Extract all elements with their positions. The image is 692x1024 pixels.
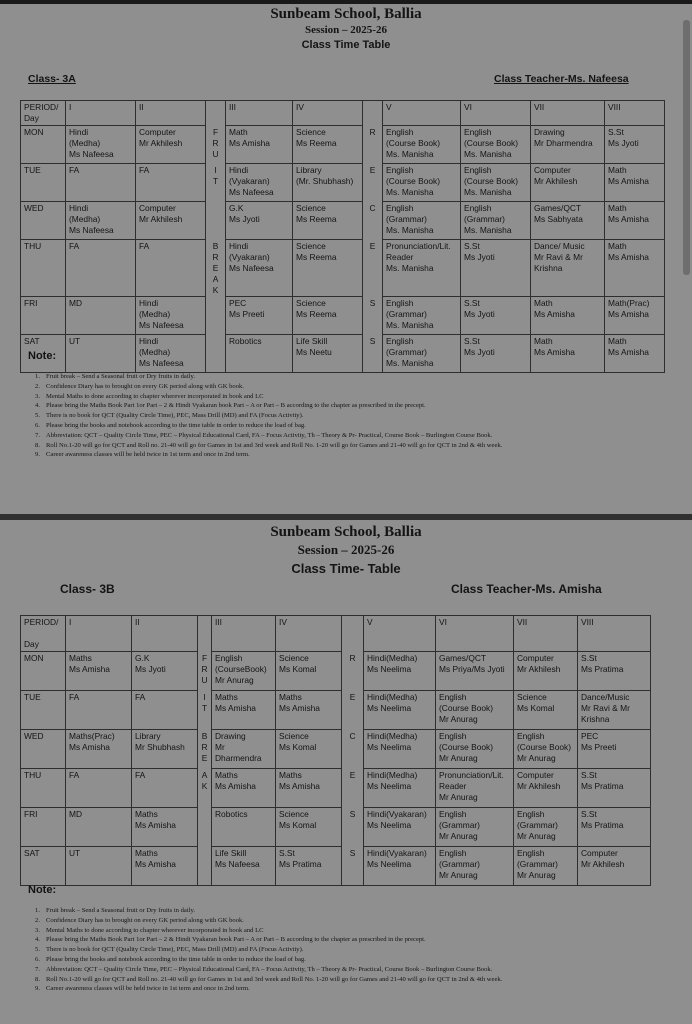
period-cell: Hindi (Medha) Ms Nafeesa <box>66 126 136 164</box>
note-text: Confidence Diary has to brought on every GK period along with GK book. <box>46 916 244 924</box>
note-text: Roll No.1-20 will go for QCT and Roll no. 21-40 will go for Games in 1st and 3rd week and Roll No. 1-20 will go for Games and 21-40 will go for QCT in 2nd & 4th week. <box>46 441 503 449</box>
period-cell: Hindi(Medha) Ms Neelima <box>364 691 436 730</box>
period-cell: S.St Ms Pratima <box>578 769 651 808</box>
recess-letters: E <box>342 769 364 808</box>
note-text: Please bring the books and notebook according to the time table in order to reduce the load of bag. <box>46 955 306 963</box>
period-cell: Maths Ms Amisha <box>276 691 342 730</box>
column-header: II <box>136 101 206 126</box>
column-header: PERIOD/ Day <box>21 101 66 126</box>
period-cell: UT <box>66 335 136 373</box>
period-cell: Computer Mr Akhilesh <box>136 202 206 240</box>
column-header: IV <box>276 616 342 652</box>
period-cell: English (Grammar) Ms. Manisha <box>461 202 531 240</box>
period-cell: FA <box>66 240 136 297</box>
period-cell: Life Skill Ms Neetu <box>293 335 363 373</box>
period-cell: English (Course Book) Ms. Manisha <box>383 164 461 202</box>
table-row <box>21 847 651 886</box>
note-number: 2. <box>35 916 40 924</box>
period-cell: Math Ms Amisha <box>605 202 665 240</box>
note-item <box>30 975 640 985</box>
header-row <box>21 616 651 652</box>
period-cell: Drawing Mr Dharmendra <box>212 730 276 769</box>
period-cell: Science Ms Komal <box>276 730 342 769</box>
timetable-sheet-3b <box>0 520 692 1024</box>
period-cell: FA <box>132 691 198 730</box>
column-header: III <box>212 616 276 652</box>
period-cell: Science Ms Reema <box>293 126 363 164</box>
break-column-gap <box>342 616 364 652</box>
period-cell: Robotics <box>226 335 293 373</box>
period-cell: PEC Ms Preeti <box>578 730 651 769</box>
note-number: 1. <box>35 907 40 914</box>
period-cell: English (Grammar) Ms. Manisha <box>383 335 461 373</box>
period-cell: Robotics <box>212 808 276 847</box>
note-number: 2. <box>35 382 40 390</box>
note-number: 9. <box>35 451 40 459</box>
period-cell: Computer Mr Akhilesh <box>514 652 578 691</box>
fruit-break-letters: A K <box>198 769 212 808</box>
note-text: Please bring the Maths Book Part 1or Part – 2 & Hindi Vyakaran book Part – A or Part – B according to the chapter as prescribed in the precept. <box>46 936 426 944</box>
note-text: Abbreviation: QCT – Quality Circle Time, PEC – Physical Educational Card, FA – Focus Activity, Th – Theory & Pr- Practical, Course Book – Burlington Course Book. <box>46 965 493 973</box>
fruit-break-letters <box>198 847 212 886</box>
period-cell: Pronunciation/Lit. Reader Ms. Manisha <box>383 240 461 297</box>
period-cell: English (Course Book) Mr Anurag <box>514 730 578 769</box>
period-cell: Hindi(Vyakaran) Ms Neelima <box>364 847 436 886</box>
note-number: 3. <box>35 926 40 934</box>
note-number: 3. <box>35 392 40 400</box>
note-number: 4. <box>35 402 40 410</box>
note-number: 6. <box>35 421 40 429</box>
day-cell: SAT <box>21 335 66 373</box>
period-cell: Math Ms Amisha <box>226 126 293 164</box>
table-row <box>21 126 665 164</box>
period-cell: Math Ms Amisha <box>605 240 665 297</box>
period-cell: S.St Ms Jyoti <box>605 126 665 164</box>
column-header: VI <box>461 101 531 126</box>
period-cell: Computer Mr Akhilesh <box>514 769 578 808</box>
period-cell: Computer Mr Akhilesh <box>578 847 651 886</box>
note-item <box>30 965 640 975</box>
table-row <box>21 769 651 808</box>
recess-letters: R <box>342 652 364 691</box>
note-number: 1. <box>35 373 40 380</box>
note-text: Please bring the books and notebook according to the time table in order to reduce the load of bag. <box>46 421 306 429</box>
notes-list <box>30 372 640 460</box>
scrollbar-thumb[interactable] <box>683 20 690 275</box>
period-cell: Maths Ms Amisha <box>212 769 276 808</box>
note-text: Fruit break – Send a Seasonal fruit or Dry fruits in daily. <box>46 907 195 914</box>
period-cell: English (Grammar) Mr Anurag <box>514 808 578 847</box>
day-cell: WED <box>21 730 66 769</box>
note-item <box>30 421 640 431</box>
period-cell: Math(Prac) Ms Amisha <box>605 297 665 335</box>
period-cell: S.St Ms Pratima <box>276 847 342 886</box>
fruit-break-letters: F R U <box>206 126 226 164</box>
period-cell: English (Grammar) Mr Anurag <box>514 847 578 886</box>
timetable-sheet-3a <box>0 4 692 514</box>
period-cell: English (Grammar) Mr Anurag <box>436 808 514 847</box>
period-cell: Science Ms Reema <box>293 202 363 240</box>
period-cell: Computer Mr Akhilesh <box>136 126 206 164</box>
notes-list <box>30 906 640 994</box>
note-number: 8. <box>35 441 40 449</box>
note-number: 4. <box>35 936 40 944</box>
period-cell: FA <box>66 691 132 730</box>
period-cell: Hindi (Medha) Ms Nafeesa <box>66 202 136 240</box>
table-row <box>21 808 651 847</box>
note-item <box>30 401 640 411</box>
period-cell: Life Skill Ms Nafeesa <box>212 847 276 886</box>
period-cell: Pronunciation/Lit. Reader Mr Anurag <box>436 769 514 808</box>
school-name: Sunbeam School, Ballia <box>270 6 422 22</box>
period-cell: Math Ms Amisha <box>605 335 665 373</box>
class-teacher-label: Class Teacher-Ms. Nafeesa <box>494 73 629 85</box>
column-header: VI <box>436 616 514 652</box>
column-header: VII <box>514 616 578 652</box>
note-number: 7. <box>35 431 40 439</box>
day-cell: THU <box>21 769 66 808</box>
period-cell: English (Course Book) Ms. Manisha <box>461 126 531 164</box>
period-cell: Drawing Mr Dharmendra <box>531 126 605 164</box>
table-row <box>21 691 651 730</box>
recess-letters: R <box>363 126 383 164</box>
period-cell: MD <box>66 808 132 847</box>
recess-letters: S <box>342 847 364 886</box>
class-label: Class- 3A <box>28 73 76 85</box>
period-cell: S.St Ms Pratima <box>578 652 651 691</box>
note-title: Note: <box>28 350 57 362</box>
note-text: There is no book for QCT (Quality Circle Time), PEC, Mass Drill (MD) and FA (Focus Activity). <box>46 946 304 954</box>
period-cell: FA <box>66 769 132 808</box>
fruit-break-letters: B R E <box>198 730 212 769</box>
day-cell: FRI <box>21 808 66 847</box>
column-header: VIII <box>578 616 651 652</box>
note-number: 7. <box>35 965 40 973</box>
period-cell: Science Ms Komal <box>276 652 342 691</box>
fruit-break-letters <box>198 808 212 847</box>
recess-letters: E <box>363 240 383 297</box>
period-cell: Dance/Music Mr Ravi & Mr Krishna <box>578 691 651 730</box>
period-cell: PEC Ms Preeti <box>226 297 293 335</box>
recess-letters: E <box>363 164 383 202</box>
period-cell: G.K Ms Jyoti <box>132 652 198 691</box>
period-cell: English (Course Book) Ms. Manisha <box>383 126 461 164</box>
period-cell: Science Ms Reema <box>293 297 363 335</box>
table-row <box>21 164 665 202</box>
fruit-break-letters: F R U <box>198 652 212 691</box>
session-label: Session – 2025-26 <box>305 24 387 36</box>
table-row <box>21 202 665 240</box>
timetable-grid <box>20 100 665 373</box>
recess-letters: S <box>363 335 383 373</box>
note-item <box>30 392 640 402</box>
fruit-break-letters: I T <box>198 691 212 730</box>
column-header: VII <box>531 101 605 126</box>
note-text: Mental Maths to done according to chapter wherever incorporated in book and LC <box>46 392 264 400</box>
note-item <box>30 945 640 955</box>
period-cell: G.K Ms Jyoti <box>226 202 293 240</box>
period-cell: S.St Ms Jyoti <box>461 297 531 335</box>
column-header: PERIOD/ Day <box>21 616 66 652</box>
period-cell: Science Ms Reema <box>293 240 363 297</box>
column-header: V <box>383 101 461 126</box>
period-cell: Maths Ms Amisha <box>212 691 276 730</box>
note-item <box>30 441 640 451</box>
period-cell: English (CourseBook) Mr Anurag <box>212 652 276 691</box>
period-cell: English (Course Book) Ms. Manisha <box>461 164 531 202</box>
timetable-grid <box>20 615 651 886</box>
note-text: Fruit break – Send a Seasonal fruit or Dry fruits in daily. <box>46 373 195 380</box>
note-item <box>30 916 640 926</box>
period-cell: FA <box>136 240 206 297</box>
fruit-break-letters <box>206 297 226 335</box>
note-text: Mental Maths to done according to chapter wherever incorporated in book and LC <box>46 926 264 934</box>
day-cell: SAT <box>21 847 66 886</box>
day-cell: MON <box>21 126 66 164</box>
fruit-break-letters <box>206 335 226 373</box>
note-text: Roll No.1-20 will go for QCT and Roll no. 21-40 will go for Games in 1st and 3rd week and Roll No. 1-20 will go for Games and 21-40 will go for QCT in 2nd & 4th week. <box>46 975 503 983</box>
recess-letters: E <box>342 691 364 730</box>
note-text: Abbreviation: QCT – Quality Circle Time, PEC – Physical Educational Card, FA – Focus Activity, Th – Theory & Pr- Practical, Course Book – Burlington Course Book. <box>46 431 493 439</box>
recess-letters: S <box>342 808 364 847</box>
period-cell: FA <box>136 164 206 202</box>
period-cell: Hindi (Vyakaran) Ms Nafeesa <box>226 240 293 297</box>
column-header: I <box>66 616 132 652</box>
note-text: There is no book for QCT (Quality Circle Time), PEC, Mass Drill (MD) and FA (Focus Activity). <box>46 412 304 420</box>
fruit-break-letters: B R E A K <box>206 240 226 297</box>
note-number: 5. <box>35 412 40 420</box>
note-item <box>30 906 640 916</box>
column-header: III <box>226 101 293 126</box>
break-column-gap <box>198 616 212 652</box>
day-cell: MON <box>21 652 66 691</box>
break-column-gap <box>206 101 226 126</box>
column-header: IV <box>293 101 363 126</box>
period-cell: Math Ms Amisha <box>605 164 665 202</box>
period-cell: Games/QCT Ms Priya/Ms Jyoti <box>436 652 514 691</box>
note-number: 6. <box>35 955 40 963</box>
header-row <box>21 101 665 126</box>
period-cell: UT <box>66 847 132 886</box>
day-cell: FRI <box>21 297 66 335</box>
period-cell: English (Course Book) Mr Anurag <box>436 730 514 769</box>
period-cell: S.St Ms Jyoti <box>461 240 531 297</box>
recess-letters: S <box>363 297 383 335</box>
period-cell: Maths Ms Amisha <box>132 847 198 886</box>
class-label: Class- 3B <box>60 582 115 596</box>
period-cell: English (Grammar) Mr Anurag <box>436 847 514 886</box>
note-number: 8. <box>35 975 40 983</box>
class-teacher-label: Class Teacher-Ms. Amisha <box>451 582 602 596</box>
column-header: V <box>364 616 436 652</box>
period-cell: Math Ms Amisha <box>531 335 605 373</box>
note-title: Note: <box>28 884 57 896</box>
period-cell: Science Ms Komal <box>514 691 578 730</box>
school-name: Sunbeam School, Ballia <box>270 524 422 540</box>
note-text: Career awareness classes will be held twice in 1st term and once in 2nd term. <box>46 985 250 993</box>
period-cell: Science Ms Komal <box>276 808 342 847</box>
note-text: Please bring the Maths Book Part 1or Part – 2 & Hindi Vyakaran book Part – A or Part – B according to the chapter as prescribed in the precept. <box>46 402 426 410</box>
column-header: I <box>66 101 136 126</box>
period-cell: Math Ms Amisha <box>531 297 605 335</box>
period-cell: Computer Mr Akhilesh <box>531 164 605 202</box>
period-cell: Hindi(Vyakaran) Ms Neelima <box>364 808 436 847</box>
period-cell: Hindi(Medha) Ms Neelima <box>364 769 436 808</box>
period-cell: Maths(Prac) Ms Amisha <box>66 730 132 769</box>
note-text: Confidence Diary has to brought on every GK period along with GK book. <box>46 382 244 390</box>
column-header: VIII <box>605 101 665 126</box>
period-cell: Maths Ms Amisha <box>132 808 198 847</box>
period-cell: Library (Mr. Shubhash) <box>293 164 363 202</box>
period-cell: English (Grammar) Ms. Manisha <box>383 297 461 335</box>
note-text: Career awareness classes will be held twice in 1st term and once in 2nd term. <box>46 451 250 459</box>
timetable-title: Class Time- Table <box>291 561 401 576</box>
period-cell: Dance/ Music Mr Ravi & Mr Krishna <box>531 240 605 297</box>
period-cell: FA <box>66 164 136 202</box>
period-cell: Maths Ms Amisha <box>276 769 342 808</box>
recess-letters: C <box>342 730 364 769</box>
period-cell: English (Grammar) Ms. Manisha <box>383 202 461 240</box>
period-cell: Maths Ms Amisha <box>66 652 132 691</box>
period-cell: FA <box>132 769 198 808</box>
period-cell: MD <box>66 297 136 335</box>
period-cell: Hindi(Medha) Ms Neelima <box>364 652 436 691</box>
period-cell: Hindi (Vyakaran) Ms Nafeesa <box>226 164 293 202</box>
period-cell: Hindi(Medha) Ms Neelima <box>364 730 436 769</box>
session-label: Session – 2025-26 <box>297 542 395 557</box>
fruit-break-letters <box>206 202 226 240</box>
note-item <box>30 926 640 936</box>
timetable-title: Class Time Table <box>301 39 391 51</box>
table-row <box>21 730 651 769</box>
note-item <box>30 382 640 392</box>
period-cell: Library Mr Shubhash <box>132 730 198 769</box>
note-item <box>30 955 640 965</box>
day-cell: THU <box>21 240 66 297</box>
table-row <box>21 297 665 335</box>
recess-letters: C <box>363 202 383 240</box>
note-number: 9. <box>35 985 40 993</box>
table-row <box>21 652 651 691</box>
note-item <box>30 411 640 421</box>
period-cell: English (Course Book) Mr Anurag <box>436 691 514 730</box>
day-cell: TUE <box>21 164 66 202</box>
note-item <box>30 372 640 382</box>
day-cell: WED <box>21 202 66 240</box>
period-cell: Games/QCT Ms Sabhyata <box>531 202 605 240</box>
fruit-break-letters: I T <box>206 164 226 202</box>
note-item <box>30 450 640 460</box>
note-item <box>30 431 640 441</box>
table-row <box>21 335 665 373</box>
period-cell: Hindi (Medha) Ms Nafeesa <box>136 335 206 373</box>
day-cell: TUE <box>21 691 66 730</box>
note-item <box>30 935 640 945</box>
column-header: II <box>132 616 198 652</box>
period-cell: Hindi (Medha) Ms Nafeesa <box>136 297 206 335</box>
note-item <box>30 984 640 994</box>
period-cell: S.St Ms Jyoti <box>461 335 531 373</box>
period-cell: S.St Ms Pratima <box>578 808 651 847</box>
break-column-gap <box>363 101 383 126</box>
table-row <box>21 240 665 297</box>
note-number: 5. <box>35 946 40 954</box>
